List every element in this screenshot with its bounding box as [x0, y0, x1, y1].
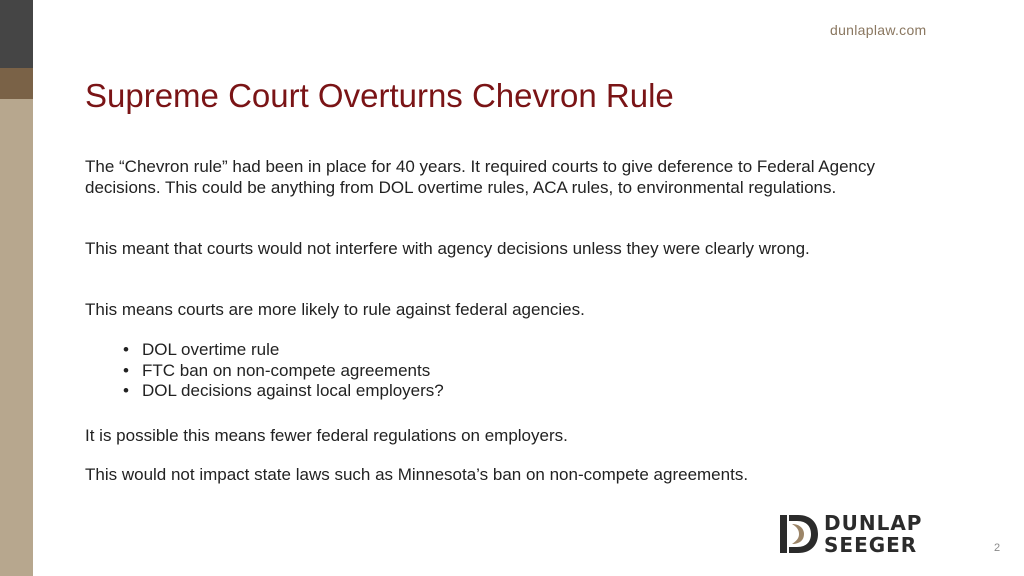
- paragraph-fewer-regulations: It is possible this means fewer federal regulations on employers.: [85, 426, 568, 445]
- paragraph-courts-interfere: This meant that courts would not interfere with agency decisions unless they were clearly wrong.: [85, 239, 810, 258]
- paragraph-rule-against: This means courts are more likely to rule against federal agencies.: [85, 300, 585, 319]
- bullet-list: [121, 340, 444, 402]
- bullet-dot-icon: •: [123, 340, 129, 359]
- bullet-dot-icon: •: [123, 381, 129, 400]
- list-item-text: DOL overtime rule: [142, 340, 280, 359]
- left-sidebar-bar: [0, 0, 33, 576]
- logo-line-dunlap: DUNLAP: [824, 511, 923, 535]
- sidebar-dark-segment: [0, 0, 33, 68]
- logo-line-seeger: SEEGER: [824, 533, 918, 557]
- page-number: 2: [994, 542, 1001, 554]
- dunlap-seeger-logo: [778, 512, 958, 558]
- paragraph-state-laws: This would not impact state laws such as Minnesota’s ban on non-compete agreements.: [85, 465, 749, 484]
- bullet-dot-icon: •: [123, 360, 129, 380]
- list-item-text: FTC ban on non-compete agreements: [142, 360, 431, 380]
- list-item: [121, 381, 444, 402]
- paragraph-chevron-rule: The “Chevron rule” had been in place for 40 years. It required courts to give deference to Federal Agency decisions. This could be anything from DOL overtime rules, ACA rules, to environmental regulations.: [85, 157, 876, 197]
- list-item-text: DOL decisions against local employers?: [142, 381, 444, 400]
- sidebar-tan-segment: [0, 99, 33, 576]
- dunlap-seeger-monogram-icon: [778, 512, 820, 556]
- slide-title: Supreme Court Overturns Chevron Rule: [85, 77, 674, 114]
- list-item: [121, 340, 444, 361]
- sidebar-brown-segment: [0, 68, 33, 99]
- list-item: [121, 361, 444, 382]
- site-url: dunlaplaw.com: [830, 22, 927, 38]
